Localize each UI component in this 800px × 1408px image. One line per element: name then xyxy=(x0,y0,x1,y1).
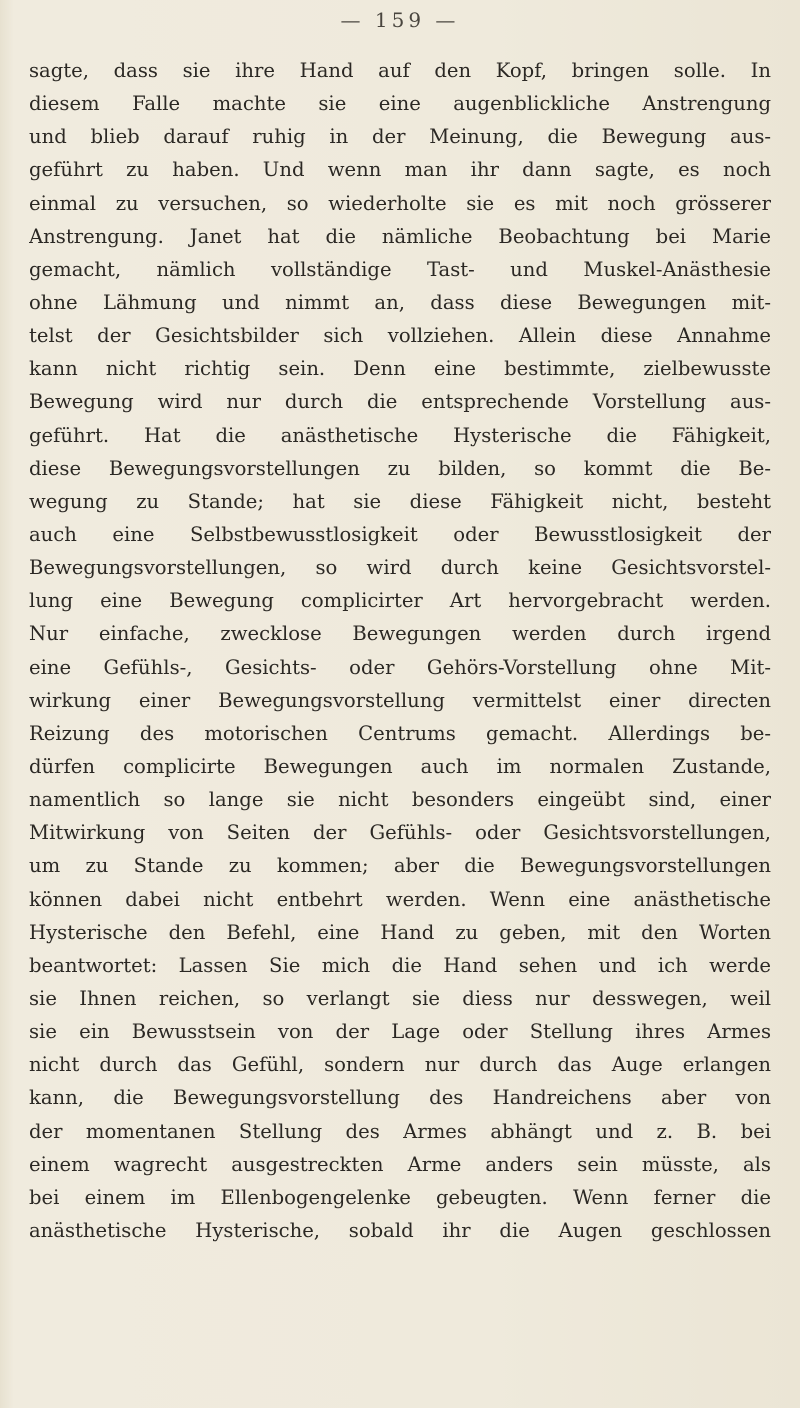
text-line: bei einem im Ellenbogengelenke gebeugten. Wenn ferner die xyxy=(29,1185,771,1209)
text-line: telst der Gesichtsbilder sich vollziehen. Allein diese Annahme xyxy=(29,324,771,348)
text-line: lung eine Bewegung complicirter Art hervorgebracht werden. xyxy=(29,589,771,613)
text-line: diese Bewegungsvorstellungen zu bilden, so kommt die Be- xyxy=(29,456,771,480)
text-line: können dabei nicht entbehrt werden. Wenn eine anästhetische xyxy=(29,887,771,911)
text-line: kann, die Bewegungsvorstellung des Handreichens aber von xyxy=(29,1086,771,1110)
text-line: Reizung des motorischen Centrums gemacht. Allerdings be- xyxy=(29,721,771,745)
text-line: einmal zu versuchen, so wiederholte sie es mit noch grösserer xyxy=(29,191,771,215)
text-line: namentlich so lange sie nicht besonders eingeübt sind, einer xyxy=(29,788,771,812)
text-line: sie Ihnen reichen, so verlangt sie diess nur desswegen, weil xyxy=(29,986,771,1010)
text-line: Nur einfache, zwecklose Bewegungen werden durch irgend xyxy=(29,622,771,646)
text-line: eine Gefühls-, Gesichts- oder Gehörs-Vorstellung ohne Mit- xyxy=(29,655,771,679)
text-line: dürfen complicirte Bewegungen auch im normalen Zustande, xyxy=(29,754,771,778)
page-number: — 159 — xyxy=(340,8,460,32)
text-line: gemacht, nämlich vollständige Tast- und Muskel-Anästhesie xyxy=(29,257,771,281)
text-line: wirkung einer Bewegungsvorstellung vermittelst einer directen xyxy=(29,688,771,712)
text-line: diesem Falle machte sie eine augenblickliche Anstrengung xyxy=(29,92,771,116)
text-line: Anstrengung. Janet hat die nämliche Beobachtung bei Marie xyxy=(29,224,771,248)
text-line: nicht durch das Gefühl, sondern nur durch das Auge erlangen xyxy=(29,1053,771,1077)
text-line: und blieb darauf ruhig in der Meinung, die Bewegung aus- xyxy=(29,125,771,149)
text-line: sagte, dass sie ihre Hand auf den Kopf, bringen solle. In xyxy=(29,59,771,82)
text-line: beantwortet: Lassen Sie mich die Hand sehen und ich werde xyxy=(29,953,771,977)
text-line: um zu Stande zu kommen; aber die Bewegungsvorstellungen xyxy=(29,854,771,878)
text-line: Hysterische den Befehl, eine Hand zu geben, mit den Worten xyxy=(29,920,771,944)
text-line: anästhetische Hysterische, sobald ihr die Augen geschlossen xyxy=(29,1218,771,1242)
text-line: Mitwirkung von Seiten der Gefühls- oder Gesichtsvorstellungen, xyxy=(29,821,771,845)
text-line: ohne Lähmung und nimmt an, dass diese Bewegungen mit- xyxy=(29,290,771,314)
text-line: auch eine Selbstbewusstlosigkeit oder Bewusstlosigkeit der xyxy=(29,522,771,546)
text-line: geführt. Hat die anästhetische Hysterische die Fähigkeit, xyxy=(29,423,771,447)
text-line: geführt zu haben. Und wenn man ihr dann sagte, es noch xyxy=(29,158,771,182)
text-line: sie ein Bewusstsein von der Lage oder Stellung ihres Armes xyxy=(29,1020,771,1044)
body-text xyxy=(29,54,771,1247)
text-line: Bewegungsvorstellungen, so wird durch keine Gesichtsvorstel- xyxy=(29,556,771,580)
text-line: einem wagrecht ausgestreckten Arme anders sein müsste, als xyxy=(29,1152,771,1176)
text-line: kann nicht richtig sein. Denn eine bestimmte, zielbewusste xyxy=(29,357,771,381)
text-line: Bewegung wird nur durch die entsprechende Vorstellung aus- xyxy=(29,390,771,414)
text-line: wegung zu Stande; hat sie diese Fähigkeit nicht, besteht xyxy=(29,489,771,513)
text-line: der momentanen Stellung des Armes abhängt und z. B. bei xyxy=(29,1119,771,1143)
